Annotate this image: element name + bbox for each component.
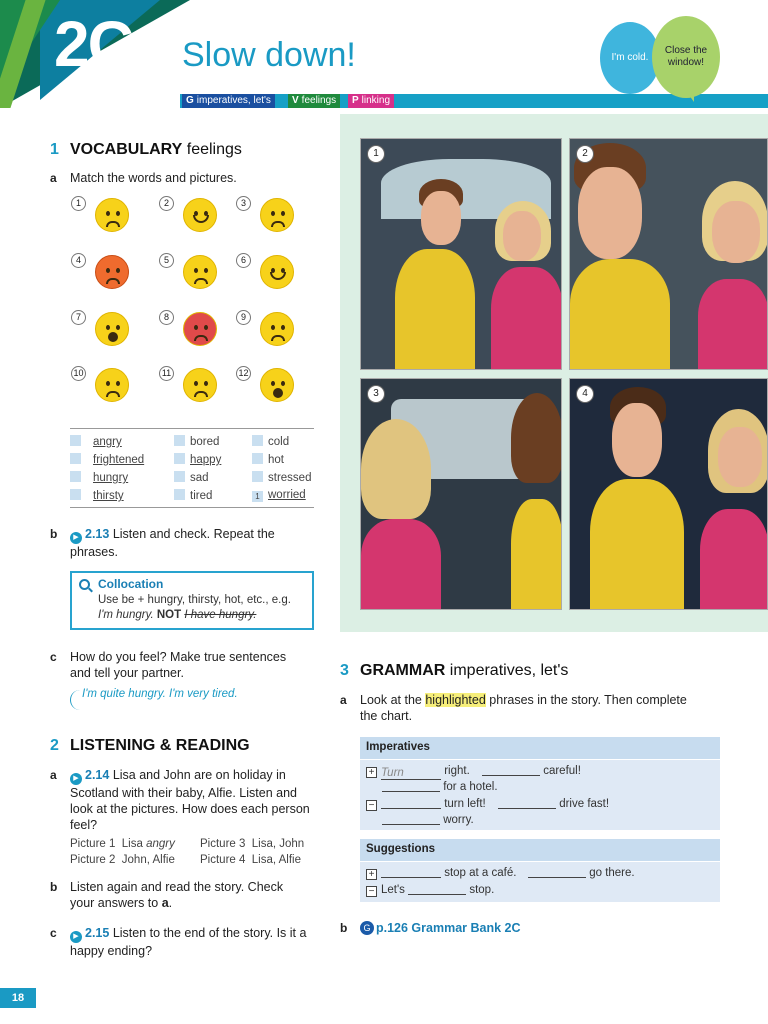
woman-face — [503, 211, 541, 261]
suggestions-header: Suggestions — [360, 839, 720, 861]
blank[interactable] — [498, 808, 556, 809]
emoji-number: 11 — [159, 366, 174, 381]
emoji-eye — [194, 325, 198, 330]
emoji-eye — [204, 381, 208, 386]
man-shirt — [511, 499, 562, 610]
word-happy[interactable]: happy — [174, 453, 221, 466]
word-bored[interactable]: bored — [174, 435, 219, 448]
section-1-number: 1 — [50, 141, 59, 158]
emoji-hungry-icon — [260, 255, 294, 289]
question-2b-letter: b — [50, 880, 58, 894]
emoji-eye — [106, 325, 110, 330]
audio-icon[interactable]: ▶ — [70, 532, 82, 544]
question-1a-letter: a — [50, 171, 57, 185]
picture-2-answer: Picture 2 John, Alfie — [70, 854, 175, 866]
emoji-eye — [271, 325, 275, 330]
question-3a-text: Look at the highlighted phrases in the story. Then complete the chart. — [360, 693, 687, 723]
emoji-eye — [271, 381, 275, 386]
suggestion-row-2: − Let's stop. — [366, 884, 494, 897]
woman-shirt — [698, 279, 768, 370]
man-shirt — [395, 249, 475, 370]
emoji-number: 4 — [71, 253, 86, 268]
emoji-eye — [281, 211, 285, 216]
emoji-scared-icon — [260, 368, 294, 402]
emoji-mouth — [193, 215, 209, 223]
word-worried[interactable]: 1 worried — [252, 489, 306, 502]
blank[interactable] — [381, 808, 441, 809]
emoji-number: 6 — [236, 253, 251, 268]
emoji-eye — [194, 381, 198, 386]
story-picture-4[interactable] — [569, 378, 768, 610]
picture-number: 3 — [367, 385, 385, 403]
emoji-mouth — [273, 388, 283, 398]
audio-icon[interactable]: ▶ — [70, 773, 82, 785]
section-3-number: 3 — [340, 662, 349, 679]
unit-title: Slow down! — [182, 36, 356, 74]
story-picture-3[interactable] — [360, 378, 562, 610]
emoji-worried-icon — [95, 198, 129, 232]
imperative-row-3: − turn left! — [366, 798, 486, 811]
question-2a-letter: a — [50, 768, 57, 782]
word-tired[interactable]: tired — [174, 489, 212, 502]
emoji-eye — [116, 268, 120, 273]
emoji-number: 8 — [159, 310, 174, 325]
unit-code: 2C — [54, 8, 132, 80]
word-hungry[interactable]: hungry — [70, 471, 128, 484]
suggestion-row-1: + stop at a café. — [366, 867, 516, 880]
imperatives-body — [360, 760, 720, 830]
emoji-mouth — [108, 332, 118, 342]
collocation-box — [70, 571, 314, 630]
emoji-eye — [271, 211, 275, 216]
suggestions-body — [360, 862, 720, 902]
emoji-eye — [281, 381, 285, 386]
word-table — [70, 428, 314, 508]
emoji-stressed-icon — [183, 255, 217, 289]
emoji-number: 3 — [236, 196, 251, 211]
blank[interactable] — [528, 877, 586, 878]
emoji-number: 9 — [236, 310, 251, 325]
collocation-line-2: I'm hungry. NOT I have hungry. — [98, 609, 257, 621]
blank[interactable] — [381, 877, 441, 878]
blank[interactable] — [382, 791, 440, 792]
emoji-number: 2 — [159, 196, 174, 211]
emoji-cold2-icon — [260, 312, 294, 346]
word-sad[interactable]: sad — [174, 471, 209, 484]
imperative-row-3b: drive fast! — [498, 798, 609, 810]
emoji-frightened-icon — [95, 312, 129, 346]
audio-icon[interactable]: ▶ — [70, 931, 82, 943]
man-shirt — [570, 259, 670, 370]
grammar-bank-icon: G — [360, 921, 374, 935]
imperatives-header: Imperatives — [360, 737, 720, 759]
picture-3-answer: Picture 3 Lisa, John — [200, 838, 305, 850]
answer-box[interactable] — [70, 435, 81, 446]
woman-face — [718, 427, 762, 487]
question-3a-letter: a — [340, 693, 347, 707]
answer-box[interactable] — [252, 435, 263, 446]
answer-box[interactable] — [70, 471, 81, 482]
word-frightened[interactable]: frightened — [70, 453, 144, 466]
collocation-title: Collocation — [98, 577, 164, 591]
magnifier-icon — [79, 579, 90, 590]
answer-box[interactable] — [252, 453, 263, 464]
woman-hair — [361, 419, 431, 519]
word-angry[interactable]: angry — [70, 435, 122, 448]
speech-bubble-cold: I'm cold. — [600, 22, 660, 94]
emoji-eye — [194, 268, 198, 273]
man-face — [578, 167, 642, 259]
emoji-sad-icon — [95, 368, 129, 402]
emoji-thirsty-icon — [260, 198, 294, 232]
emoji-mouth — [194, 335, 208, 341]
emoji-eye — [106, 381, 110, 386]
story-picture-1[interactable] — [360, 138, 562, 370]
answer-box[interactable] — [174, 435, 185, 446]
woman-face — [712, 201, 760, 263]
emoji-mouth — [271, 221, 285, 227]
word-hot[interactable]: hot — [252, 453, 284, 466]
emoji-mouth — [271, 335, 285, 341]
man-shirt — [590, 479, 684, 610]
question-2a-text: ▶ 2.14 Lisa and John are on holiday in Scotland with their baby, Alfie. Listen and look at the pictures. How does each person feel? — [70, 768, 310, 832]
blank[interactable] — [482, 775, 540, 776]
question-2b-text: Listen again and read the story. Check your answers to a. — [70, 880, 284, 910]
woman-shirt — [491, 267, 562, 370]
answer-box[interactable] — [174, 471, 185, 482]
story-picture-2[interactable] — [569, 138, 768, 370]
emoji-eye — [281, 325, 285, 330]
imperative-row-2: for a hotel. — [382, 781, 498, 793]
imperative-row-4: worry. — [382, 814, 474, 826]
question-1a-text: Match the words and pictures. — [70, 171, 237, 185]
answer-box[interactable] — [70, 453, 81, 464]
example-sentence: I'm quite hungry. I'm very tired. — [82, 688, 238, 700]
emoji-number: 12 — [236, 366, 251, 381]
question-1c-letter: c — [50, 650, 57, 664]
emoji-mouth — [106, 391, 120, 397]
emoji-eye — [106, 211, 110, 216]
tag-pronunciation: P linking — [348, 94, 394, 108]
section-2-number: 2 — [50, 737, 59, 754]
question-2c-text: ▶ 2.15 Listen to the end of the story. Is it a happy ending? — [70, 926, 307, 958]
question-1c-text: How do you feel? Make true sentences and tell your partner. — [70, 650, 287, 680]
emoji-eye — [204, 268, 208, 273]
imperative-row-1b: careful! — [482, 765, 581, 777]
picture-number: 4 — [576, 385, 594, 403]
word-stressed[interactable]: stressed — [252, 471, 311, 484]
blank-turn[interactable]: Turn — [381, 767, 441, 780]
answer-box[interactable] — [174, 489, 185, 500]
emoji-mouth — [194, 391, 208, 397]
woman-shirt — [361, 519, 441, 610]
picture-number: 2 — [576, 145, 594, 163]
emoji-mouth — [194, 278, 208, 284]
emoji-number: 7 — [71, 310, 86, 325]
question-1b-text: ▶ 2.13 Listen and check. Repeat the phrases. — [70, 527, 275, 559]
emoji-cold-icon — [183, 312, 217, 346]
emoji-mouth — [106, 221, 120, 227]
emoji-mouth — [270, 272, 286, 280]
word-thirsty[interactable]: thirsty — [70, 489, 124, 502]
question-3b-letter: b — [340, 921, 348, 935]
word-cold[interactable]: cold — [252, 435, 289, 448]
emoji-eye — [204, 325, 208, 330]
picture-4-answer: Picture 4 Lisa, Alfie — [200, 854, 302, 866]
collocation-line-1: Use be + hungry, thirsty, hot, etc., e.g. — [98, 594, 291, 606]
section-1-title: VOCABULARY feelings — [70, 141, 242, 158]
page-number: 18 — [0, 988, 36, 1008]
answer-box-filled[interactable]: 1 — [252, 491, 263, 502]
answer-box[interactable] — [70, 489, 81, 500]
emoji-eye — [116, 325, 120, 330]
emoji-number: 1 — [71, 196, 86, 211]
man-face — [612, 403, 662, 477]
speech-bubble-tail — [684, 88, 694, 102]
suggestion-row-1b: go there. — [528, 867, 635, 879]
blank[interactable] — [408, 894, 466, 895]
emoji-happy-icon — [183, 198, 217, 232]
question-2c-letter: c — [50, 926, 57, 940]
section-3-title: GRAMMAR imperatives, let's — [360, 662, 569, 679]
picture-1-answer: Picture 1 Lisa angry — [70, 838, 175, 850]
answer-box[interactable] — [252, 471, 263, 482]
picture-number: 1 — [367, 145, 385, 163]
emoji-number: 10 — [71, 366, 86, 381]
man-hair — [511, 393, 562, 483]
tag-grammar: G imperatives, let's — [182, 94, 275, 108]
emoji-mouth — [106, 278, 120, 284]
emoji-number: 5 — [159, 253, 174, 268]
emoji-bored-icon — [183, 368, 217, 402]
answer-box[interactable] — [174, 453, 185, 464]
speech-bubble-window: Close the window! — [652, 16, 720, 98]
emoji-angry-icon — [95, 255, 129, 289]
grammar-bank-link[interactable]: G p.126 Grammar Bank 2C — [360, 920, 521, 936]
tag-vocabulary: V feelings — [288, 94, 340, 108]
blank[interactable] — [382, 824, 440, 825]
question-1b-letter: b — [50, 527, 58, 541]
imperative-row-1: + Turn right. — [366, 765, 470, 780]
emoji-eye — [116, 211, 120, 216]
emoji-eye — [116, 381, 120, 386]
man-face — [421, 191, 461, 245]
section-2-title: LISTENING & READING — [70, 737, 250, 754]
emoji-eye — [106, 268, 110, 273]
example-brace — [70, 690, 80, 710]
woman-shirt — [700, 509, 768, 610]
